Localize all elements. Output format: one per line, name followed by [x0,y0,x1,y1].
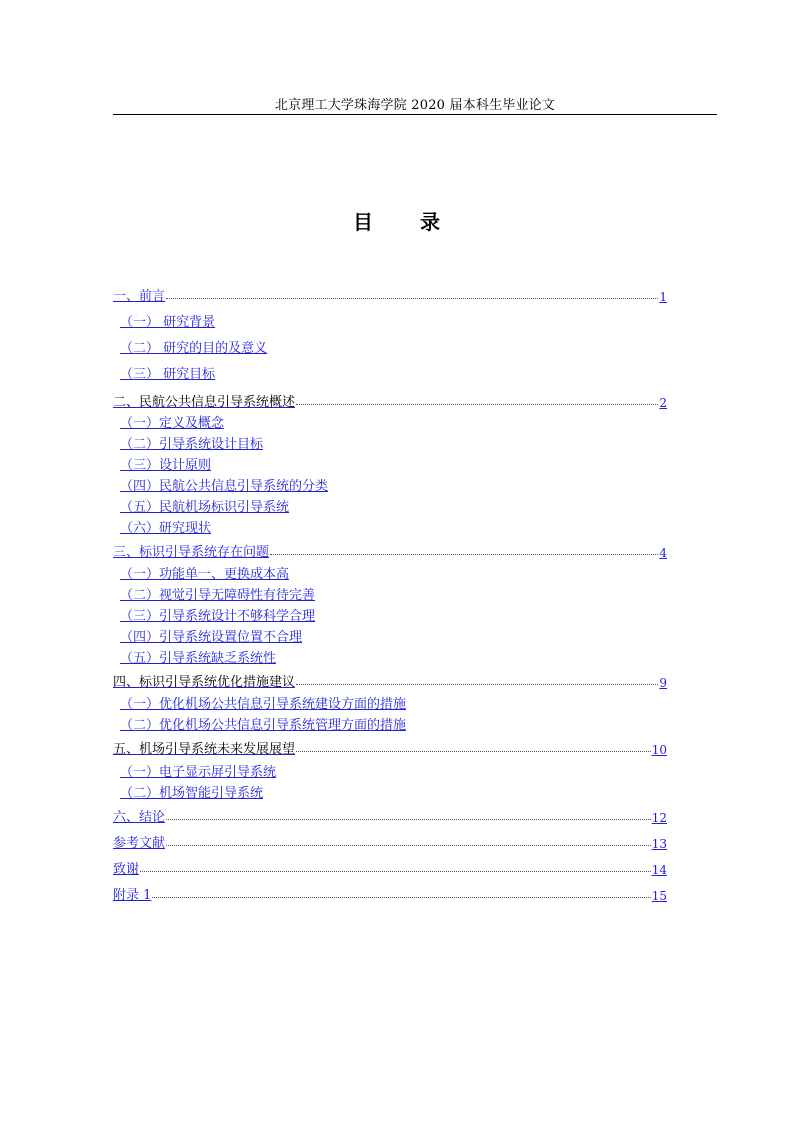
toc-page-number[interactable]: 4 [659,546,667,560]
toc-entry-label[interactable]: 二、民航公共信息引导系统概述 [113,395,296,410]
header-text: 北京理工大学珠海学院 2020 届本科生毕业论文 [274,98,556,113]
toc-subentry[interactable] [120,516,674,536]
toc-subentry[interactable] [120,432,674,452]
toc-subentry[interactable] [120,453,674,473]
page-header [113,92,717,115]
toc-entry-label[interactable]: （二） 研究的目的及意义 [120,341,268,356]
toc-leader-dots [166,845,651,846]
toc-page-number[interactable]: 15 [651,889,667,903]
toc-page-number[interactable]: 9 [659,676,667,690]
toc-leader-dots [296,404,658,405]
toc-entry-label[interactable]: 四、标识引导系统优化措施建议 [113,675,296,690]
toc-entry-label[interactable]: （一）电子显示屏引导系统 [120,765,277,780]
toc-subentry[interactable] [120,692,674,712]
toc-entry[interactable] [113,540,667,560]
toc-subentry[interactable] [120,362,674,382]
toc-entry-label[interactable]: （一）功能单一、更换成本高 [120,567,290,582]
toc-leader-dots [296,751,651,752]
toc-subentry[interactable] [120,625,674,645]
toc-leader-dots [166,298,658,299]
toc-entry-label[interactable]: （一）定义及概念 [120,416,225,431]
toc-entry-label[interactable]: （三） 研究目标 [120,367,216,382]
toc-entry-label[interactable]: 五、机场引导系统未来发展展望 [113,742,296,757]
toc-entry-label[interactable]: （六）研究现状 [120,521,212,536]
toc-subentry[interactable] [120,310,674,330]
toc-entry-label[interactable]: 三、标识引导系统存在问题 [113,545,270,560]
toc-page-number[interactable]: 10 [651,743,667,757]
toc-entry[interactable] [113,883,667,903]
toc-entry-label[interactable]: （二）视觉引导无障碍性有待完善 [120,588,316,603]
toc-subentry[interactable] [120,646,674,666]
toc-entry-label[interactable]: （三）引导系统设计不够科学合理 [120,609,316,624]
toc-entry-label[interactable]: （一）优化机场公共信息引导系统建设方面的措施 [120,697,407,712]
toc-leader-dots [270,554,658,555]
toc-entry[interactable] [113,737,667,757]
toc-entry-label[interactable]: 六、结论 [113,810,166,825]
toc-page-number[interactable]: 2 [659,396,667,410]
toc-entry-label[interactable]: 参考文献 [113,836,166,851]
toc-subentry[interactable] [120,713,674,733]
toc-page-number[interactable]: 12 [651,811,667,825]
toc-subentry[interactable] [120,495,674,515]
toc-entry-label[interactable]: （四）民航公共信息引导系统的分类 [120,479,329,494]
toc-entry[interactable] [113,390,667,410]
toc-subentry[interactable] [120,336,674,356]
toc-entry-label[interactable]: （五）民航机场标识引导系统 [120,500,290,515]
toc-entry-label[interactable]: 致谢 [113,862,140,877]
toc-subentry[interactable] [120,583,674,603]
toc-subentry[interactable] [120,411,674,431]
toc-entry-label[interactable]: 附录 1 [113,888,152,903]
toc-title: 目 录 [353,210,460,234]
toc-leader-dots [166,819,651,820]
toc-subentry[interactable] [120,604,674,624]
toc-entry-label[interactable]: （五）引导系统缺乏系统性 [120,651,277,666]
toc-entry[interactable] [113,831,667,851]
toc-entry-label[interactable]: 一、前言 [113,289,166,304]
toc-leader-dots [140,871,651,872]
toc-entry[interactable] [113,670,667,690]
toc-subentry[interactable] [120,562,674,582]
toc-subentry[interactable] [120,760,674,780]
toc-entry-label[interactable]: （二）引导系统设计目标 [120,437,264,452]
toc-entry-label[interactable]: （二）机场智能引导系统 [120,786,264,801]
toc-entry-label[interactable]: （二）优化机场公共信息引导系统管理方面的措施 [120,718,407,733]
toc-entry[interactable] [113,805,667,825]
toc-entry-label[interactable]: （一） 研究背景 [120,315,216,330]
toc-entry-label[interactable]: （四）引导系统设置位置不合理 [120,630,303,645]
toc-entry[interactable] [113,284,667,304]
toc-leader-dots [296,684,658,685]
toc-page-number[interactable]: 14 [651,863,667,877]
toc-subentry[interactable] [120,781,674,801]
toc-page-number[interactable]: 13 [651,837,667,851]
toc-leader-dots [152,897,650,898]
toc-subentry[interactable] [120,474,674,494]
toc-entry-label[interactable]: （三）设计原则 [120,458,212,473]
toc-page-number[interactable]: 1 [659,290,667,304]
toc-entry[interactable] [113,857,667,877]
